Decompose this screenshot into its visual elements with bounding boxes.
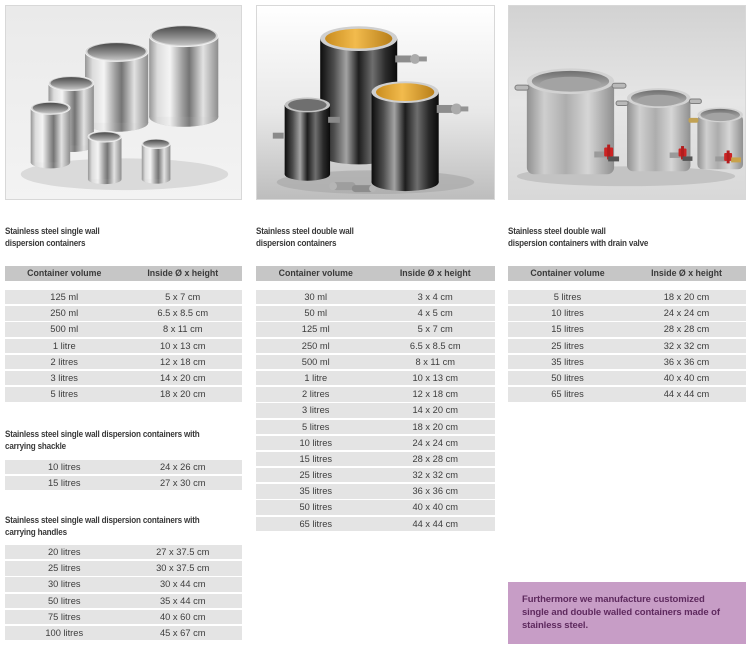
table-row [256,420,495,434]
table-cell: 50 litres [299,502,333,513]
table-header [508,266,746,281]
table-cell: 1 litre [304,372,328,383]
table-cell: 32 x 32 cm [663,340,710,351]
table-cell: 28 x 28 cm [663,324,710,335]
table-cell: 15 litres [47,477,81,488]
table-cell: 25 litres [551,340,584,351]
section-heading-carrying-shackle [5,428,242,452]
table-cell: 8 x 11 cm [415,356,456,367]
table-cell: 5 litres [302,421,330,432]
table-cell: 250 ml [301,340,330,351]
heading-line: Stainless steel double wall [508,226,606,236]
column-double-wall [256,5,495,533]
table-cell: 45 x 67 cm [160,628,206,639]
table-cell: 14 x 20 cm [412,405,458,416]
table-cell: 24 x 24 cm [663,308,710,319]
table-cell: 40 x 40 cm [663,372,710,383]
note-text: Furthermore we manufacture customized single and double walled containers made of stainless steel. [522,594,720,631]
heading-line: dispersion containers with drain valve [508,238,649,248]
table-row [256,436,495,450]
table-cell: 2 litres [50,356,78,367]
double-wall-containers-image [257,6,494,199]
table-cell: 20 litres [47,547,81,558]
table-row [5,322,242,336]
table-cell: 36 x 36 cm [663,356,710,367]
table-cell: 50 litres [551,372,584,383]
table-cell: 30 litres [47,579,81,590]
table-cell: 10 x 13 cm [412,372,458,383]
table-cell: 5 x 7 cm [417,324,453,335]
table-cell: 6.5 x 8.5 cm [157,308,209,319]
table-body-drain-valve [508,290,746,402]
table-cell: 125 ml [50,292,79,302]
table-cell: 27 x 30 cm [160,477,206,488]
table-cell: 6.5 x 8.5 cm [409,340,461,351]
table-row [508,387,746,401]
table-cell: 125 ml [301,324,330,335]
table-cell: 10 litres [47,461,81,472]
table-cell: 12 x 18 cm [160,356,206,367]
table-row [256,290,495,304]
heading-line: Stainless steel single wall dispersion containers with [5,515,200,526]
table-row [5,594,242,608]
column-double-wall-drain-valve [508,5,746,403]
column-header-volume: Container volume [530,268,605,278]
table-cell: 32 x 32 cm [412,470,458,481]
table-cell: 27 x 37.5 cm [156,547,210,558]
table-cell: 12 x 18 cm [412,389,458,400]
table-row [5,610,242,624]
table-row [5,290,242,304]
table-cell: 15 litres [551,324,584,335]
table-cell: 40 x 60 cm [160,611,206,622]
table-cell: 65 litres [299,518,333,529]
table-cell: 35 litres [551,356,584,367]
heading-line: Stainless steel double wall [256,226,354,236]
heading-line: carrying shackle [5,440,67,451]
table-cell: 500 ml [50,324,79,335]
table-cell: 50 ml [304,308,328,319]
table-row [5,306,242,320]
heading-line: dispersion containers [256,238,337,248]
table-cell: 18 x 20 cm [663,292,710,302]
table-cell: 65 litres [551,389,584,400]
table-cell: 18 x 20 cm [412,421,458,432]
product-photo-double-wall [256,5,495,200]
table-row [508,290,746,304]
table-row [5,371,242,385]
table-row [5,355,242,369]
table-row [5,339,242,353]
table-cell: 3 litres [302,405,330,416]
table-cell: 100 litres [45,628,84,639]
table-row [256,339,495,353]
table-cell: 10 x 13 cm [160,340,206,351]
table-cell: 24 x 26 cm [160,461,206,472]
table-cell: 4 x 5 cm [417,308,453,319]
table-row [508,322,746,336]
table-cell: 10 litres [299,437,333,448]
table-row [256,484,495,498]
table-row [508,339,746,353]
table-cell: 35 x 44 cm [160,595,206,606]
table-cell: 8 x 11 cm [162,324,203,335]
product-photo-drain-valve [508,5,746,200]
table-cell: 24 x 24 cm [412,437,458,448]
table-cell: 14 x 20 cm [160,372,206,383]
table-header [5,266,242,281]
table-cell: 5 x 7 cm [165,292,201,302]
column-header-volume: Container volume [27,268,102,278]
table-cell: 10 litres [551,308,584,319]
section-heading-drain-valve [508,225,746,249]
table-row [256,452,495,466]
column-header-size: Inside Ø x height [651,268,722,278]
table-row [5,460,242,474]
table-body-single-wall [5,290,242,402]
column-single-wall [5,5,242,642]
column-header-volume: Container volume [278,268,353,278]
section-heading-double-wall [256,225,495,249]
table-row [5,626,242,640]
table-body-carrying-shackle [5,460,242,491]
table-cell: 5 litres [553,292,582,302]
table-cell: 25 litres [299,470,333,481]
table-cell: 40 x 40 cm [412,502,458,513]
table-row [5,387,242,401]
table-body-double-wall [256,290,495,531]
table-cell: 18 x 20 cm [160,389,206,400]
table-row [508,306,746,320]
single-wall-containers-image [6,6,241,199]
table-row [256,306,495,320]
table-row [256,468,495,482]
table-row [256,403,495,417]
table-row [5,476,242,490]
table-cell: 3 litres [50,372,78,383]
table-cell: 28 x 28 cm [412,453,458,464]
table-row [256,387,495,401]
table-cell: 25 litres [47,563,81,574]
table-cell: 2 litres [302,389,330,400]
column-header-size: Inside Ø x height [147,268,219,278]
section-heading-carrying-handles [5,514,242,538]
table-cell: 35 litres [299,486,333,497]
table-cell: 36 x 36 cm [412,486,458,497]
table-cell: 250 ml [50,308,79,319]
product-photo-single-wall [5,5,242,200]
table-cell: 500 ml [301,356,330,367]
heading-line: Stainless steel single wall dispersion containers with [5,428,200,439]
drain-valve-containers-image [509,6,745,199]
table-cell: 30 x 37.5 cm [156,563,210,574]
table-cell: 44 x 44 cm [412,518,458,529]
table-row [256,322,495,336]
section-heading-single-wall [5,225,242,249]
table-cell: 44 x 44 cm [663,389,710,400]
table-cell: 75 litres [47,611,81,622]
table-row [508,355,746,369]
table-cell: 1 litre [52,340,76,351]
table-row [508,371,746,385]
table-row [5,545,242,559]
table-body-carrying-handles [5,545,242,640]
heading-line: dispersion containers [5,238,86,248]
table-cell: 50 litres [47,595,81,606]
heading-line: Stainless steel single wall [5,226,100,236]
table-cell: 30 ml [304,292,328,302]
table-row [256,371,495,385]
table-row [5,561,242,575]
table-row [256,355,495,369]
table-row [256,517,495,531]
table-cell: 5 litres [50,389,78,400]
customized-containers-note [508,582,746,644]
table-cell: 3 x 4 cm [417,292,453,302]
heading-line: carrying handles [5,527,67,538]
table-header [256,266,495,281]
table-row [5,577,242,591]
table-cell: 15 litres [299,453,333,464]
table-cell: 30 x 44 cm [160,579,206,590]
column-header-size: Inside Ø x height [399,268,471,278]
table-row [256,500,495,514]
